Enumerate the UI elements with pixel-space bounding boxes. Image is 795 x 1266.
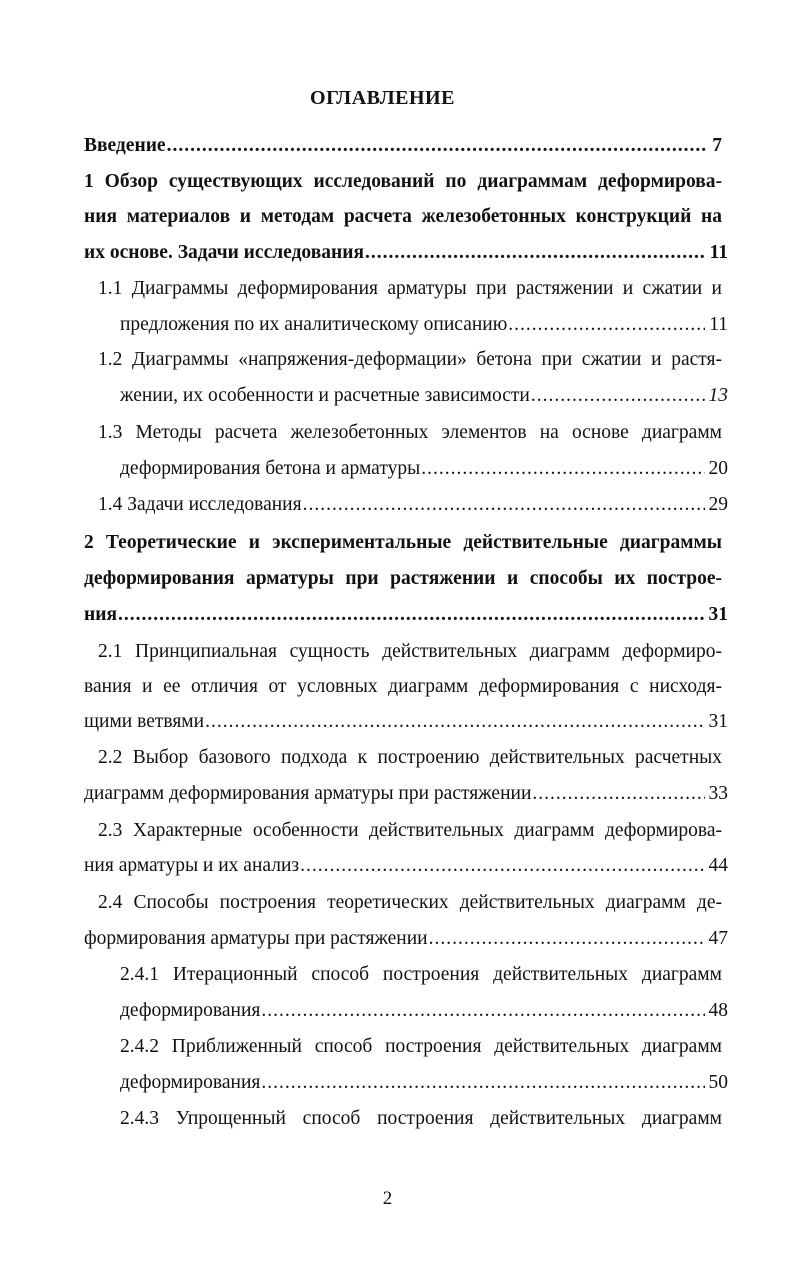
toc-entry-2-4-line-2[interactable] — [84, 926, 728, 952]
leader-dots — [508, 312, 705, 338]
toc-entry-1-2-line-1[interactable]: 1.2 Диаграммы «напряжения-деформации» бетона при сжатии и растя- — [98, 349, 722, 370]
entry-title: ния арматуры и их анализ — [84, 855, 300, 876]
entry-page: 29 — [708, 494, 728, 515]
toc-entry-2-3-line-1[interactable]: 2.3 Характерные особенности действительных диаграмм деформирова- — [98, 820, 722, 841]
entry-title: жении, их особенности и расчетные зависимости — [120, 385, 530, 406]
entry-page: 13 — [708, 385, 728, 406]
toc-entry-2-4-3-line-1[interactable]: 2.4.3 Упрощенный способ построения действительных диаграмм — [120, 1108, 722, 1129]
toc-entry-2-1-line-2: вания и ее отличия от условных диаграмм деформирования с нисходя- — [84, 676, 722, 697]
entry-title: формирования арматуры при растяжении — [84, 928, 428, 949]
entry-page: 33 — [708, 783, 728, 804]
leader-dots — [365, 240, 706, 266]
leader-dots — [303, 492, 705, 518]
leader-dots — [261, 1070, 704, 1096]
entry-title: предложения по их аналитическому описанию — [120, 314, 508, 335]
toc-entry-1-2-line-2[interactable] — [120, 383, 728, 409]
leader-dots — [300, 853, 704, 879]
entry-page: 20 — [708, 458, 728, 479]
entry-page: 31 — [708, 711, 728, 732]
toc-entry-chapter-1-line-1[interactable]: 1 Обзор существующих исследований по диаграммам деформирова- — [84, 171, 722, 192]
leader-dots — [261, 998, 704, 1024]
toc-entry-2-4-1-line-2[interactable] — [120, 998, 728, 1024]
toc-entry-1-3-line-2[interactable] — [120, 456, 728, 482]
entry-title: деформирования бетона и арматуры — [120, 458, 421, 479]
toc-entry-1-3-line-1[interactable]: 1.3 Методы расчета железобетонных элементов на основе диаграмм — [98, 422, 722, 443]
entry-title: ния — [84, 604, 118, 625]
toc-entry-2-4-2-line-1[interactable]: 2.4.2 Приближенный способ построения действительных диаграмм — [120, 1036, 722, 1057]
entry-title: их основе. Задачи исследования — [84, 242, 364, 263]
toc-entry-chapter-2-line-3[interactable] — [84, 602, 728, 628]
entry-title: Введение — [84, 135, 166, 156]
toc-entry-chapter-2-line-1[interactable]: 2 Теоретические и экспериментальные действительные диаграммы — [84, 532, 722, 553]
toc-entry-2-4-line-1[interactable]: 2.4 Способы построения теоретических действительных диаграмм де- — [98, 892, 722, 913]
entry-page: 48 — [708, 1000, 728, 1021]
leader-dots — [429, 926, 705, 952]
entry-page: 11 — [709, 242, 728, 263]
toc-entry-chapter-1-line-3[interactable] — [84, 240, 728, 266]
entry-title: диаграмм деформирования арматуры при растяжении — [84, 783, 532, 804]
toc-entry-2-2-line-2[interactable] — [84, 781, 728, 807]
toc-entry-chapter-1-line-2: ния материалов и методам расчета железобетонных конструкций на — [84, 206, 722, 227]
toc-entry-2-1-line-1[interactable]: 2.1 Принципиальная сущность действительных диаграмм деформиро- — [98, 641, 722, 662]
leader-dots — [532, 781, 704, 807]
leader-dots — [421, 456, 704, 482]
page-number: 2 — [382, 1188, 393, 1209]
entry-page: 31 — [708, 604, 728, 625]
toc-entry-2-4-1-line-1[interactable]: 2.4.1 Итерационный способ построения действительных диаграмм — [120, 964, 722, 985]
toc-entry-1-1-line-1[interactable]: 1.1 Диаграммы деформирования арматуры при растяжении и сжатии и — [98, 278, 722, 299]
toc-entry-2-3-line-2[interactable] — [84, 853, 728, 879]
entry-page: 44 — [708, 855, 728, 876]
toc-entry-2-1-line-3[interactable] — [84, 709, 728, 735]
leader-dots — [118, 602, 704, 628]
entry-page: 50 — [708, 1072, 728, 1093]
leader-dots — [531, 383, 705, 409]
entry-title: деформирования — [120, 1072, 261, 1093]
toc-entry-chapter-2-line-2: деформирования арматуры при растяжении и способы их построе- — [84, 568, 722, 589]
toc-entry-1-4[interactable] — [98, 492, 728, 518]
toc-entry-1-1-line-2[interactable] — [120, 312, 728, 338]
entry-title: деформирования — [120, 1000, 261, 1021]
toc-heading: ОГЛАВЛЕНИЕ — [310, 87, 455, 109]
toc-entry-2-4-2-line-2[interactable] — [120, 1070, 728, 1096]
entry-page: 47 — [708, 928, 728, 949]
entry-title: щими ветвями — [84, 711, 205, 732]
toc-entry-2-2-line-1[interactable]: 2.2 Выбор базового подхода к построению действительных расчетных — [98, 747, 722, 768]
leader-dots — [205, 709, 704, 735]
leader-dots — [167, 133, 709, 159]
entry-title: 1.4 Задачи исследования — [98, 494, 302, 515]
toc-entry-introduction[interactable] — [84, 133, 722, 159]
entry-page: 11 — [709, 314, 728, 335]
entry-page: 7 — [712, 135, 722, 156]
